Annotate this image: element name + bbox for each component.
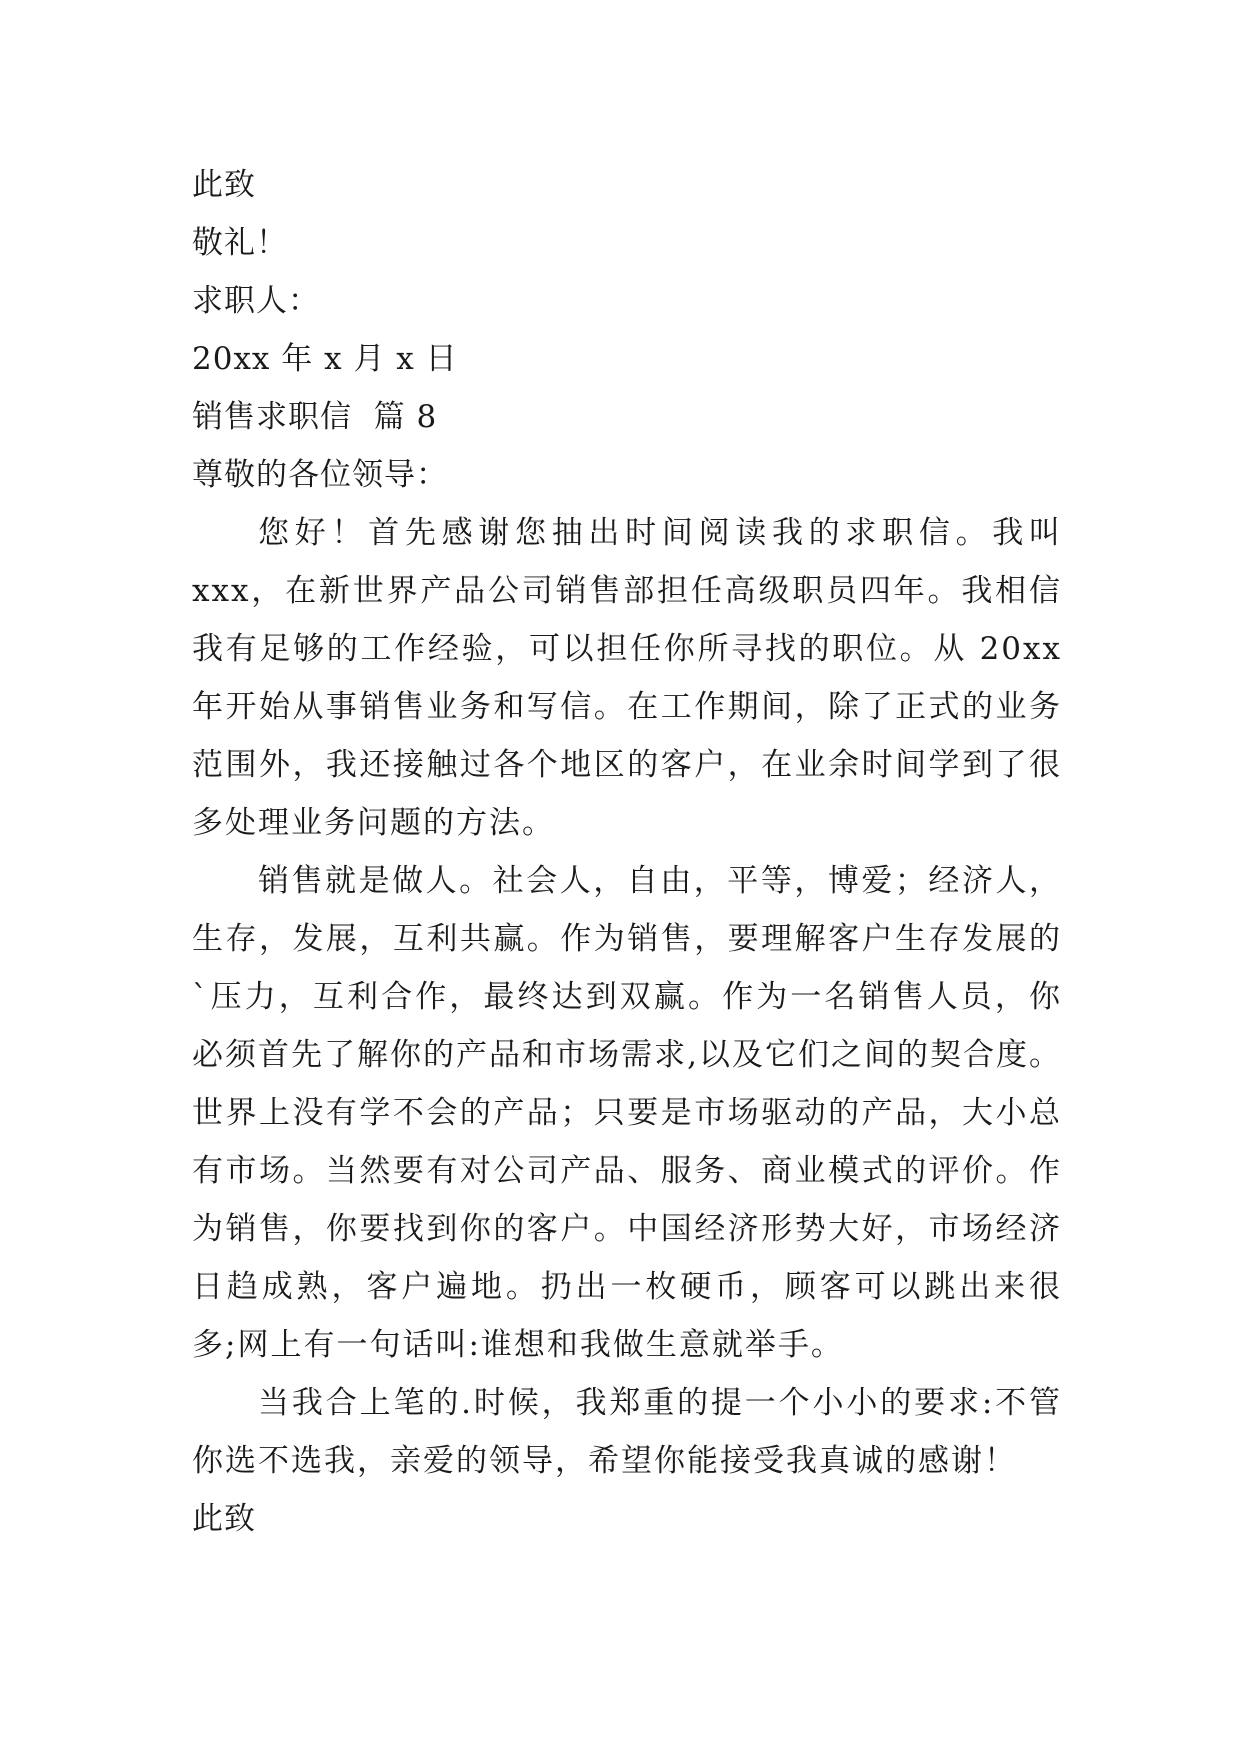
salute-line: 敬礼！ bbox=[192, 225, 288, 261]
document-body bbox=[192, 156, 1062, 1548]
body-paragraph: 当我合上笔的.时候，我郑重的提一个小小的要求:不管你选不选我，亲爱的领导，希望你能接受我真诚的感谢！ bbox=[192, 1385, 1062, 1479]
body-paragraph: 销售就是做人。社会人，自由，平等，博爱；经济人，生存，发展，互利共赢。作为销售，要理解客户生存发展的`压力，互利合作，最终达到双赢。作为一名销售人员，你必须首先了解你的产品和市场需求,以及它们之间的契合度。世界上没有学不会的产品；只要是市场驱动的产品，大小总有市场。当然要有对公司产品、服务、商业模式的评价。作为销售，你要找到你的客户。中国经济形势大好，市场经济日趋成熟，客户遍地。扔出一枚硬币，顾客可以跳出来很多;网上有一句话叫:谁想和我做生意就举手。 bbox=[192, 863, 1062, 1363]
closing-line: 此致 bbox=[192, 1501, 256, 1537]
body-paragraph: 您好！首先感谢您抽出时间阅读我的求职信。我叫 xxx，在新世界产品公司销售部担任高级职员四年。我相信我有足够的工作经验，可以担任你所寻找的职位。从 20xx 年开始从事销售业务和写信。在工作期间，除了正式的业务范围外，我还接触过各个地区的客户，在业余时间学到了很多处理业务问题的方法。 bbox=[192, 515, 1062, 841]
section-title: 销售求职信 篇 8 bbox=[192, 399, 438, 435]
closing-line: 此致 bbox=[192, 167, 256, 203]
date-line: 20xx 年 x 月 x 日 bbox=[192, 341, 458, 377]
applicant-label: 求职人： bbox=[192, 283, 320, 319]
greeting-line: 尊敬的各位领导： bbox=[192, 457, 448, 493]
